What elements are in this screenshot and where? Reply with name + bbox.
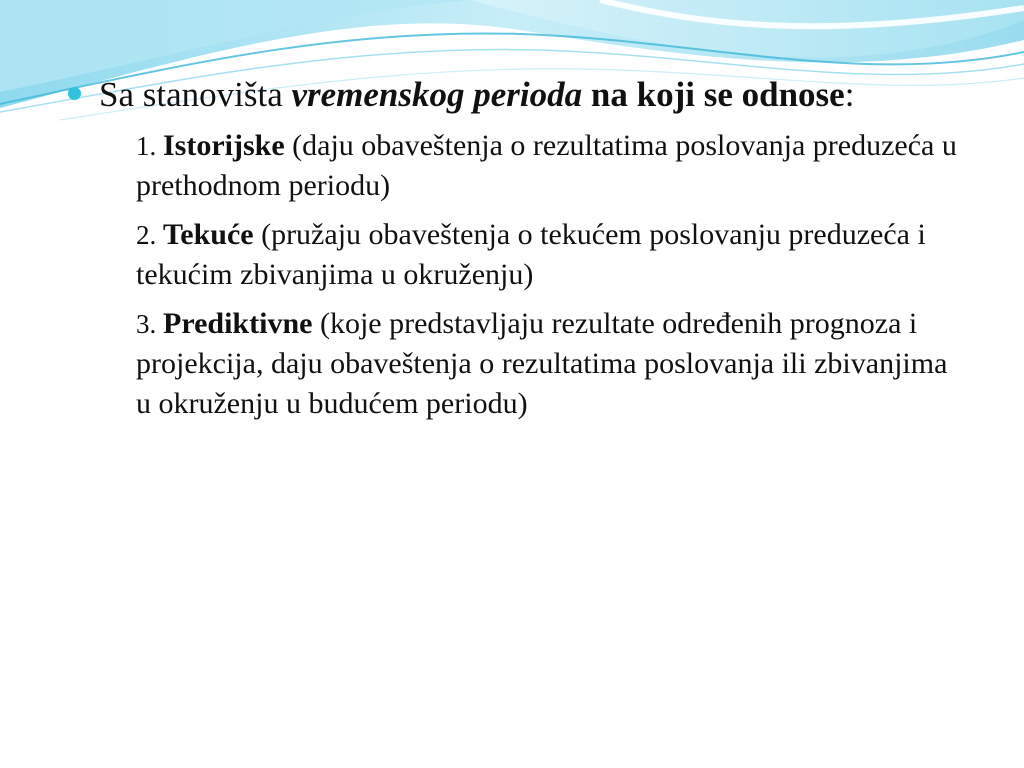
item-number: 1. xyxy=(136,131,163,161)
item-description: (koje predstavljaju rezultate određenih prognoza i projekcija, daju obaveštenja o rezultatima poslovanja ili zbivanjima u okruženju u budućem periodu) xyxy=(136,307,948,420)
list-item xyxy=(136,304,964,424)
slide-content xyxy=(64,72,964,433)
main-bullet-text xyxy=(99,72,964,118)
list-item xyxy=(136,126,964,206)
item-description: (daju obaveštenja o rezultatima poslovanja preduzeća u prethodnom periodu) xyxy=(136,129,957,202)
item-term: Prediktivne xyxy=(163,307,313,340)
item-term: Tekuće xyxy=(163,218,254,251)
main-bullet-lead: Sa stanovišta xyxy=(99,75,292,114)
main-bullet-emphasis: vremenskog perioda xyxy=(291,75,583,114)
item-term: Istorijske xyxy=(163,129,285,162)
list-item xyxy=(136,215,964,295)
item-number: 2. xyxy=(136,220,163,250)
item-number: 3. xyxy=(136,309,163,339)
main-bullet-middle: na koji se odnose xyxy=(582,75,845,114)
main-bullet xyxy=(64,72,964,118)
item-description: (pružaju obaveštenja o tekućem poslovanju preduzeća i tekućim zbivanjima u okruženju) xyxy=(136,218,926,291)
main-bullet-tail: : xyxy=(844,75,855,114)
sub-list xyxy=(136,126,964,424)
bullet-dot-icon xyxy=(68,87,81,100)
